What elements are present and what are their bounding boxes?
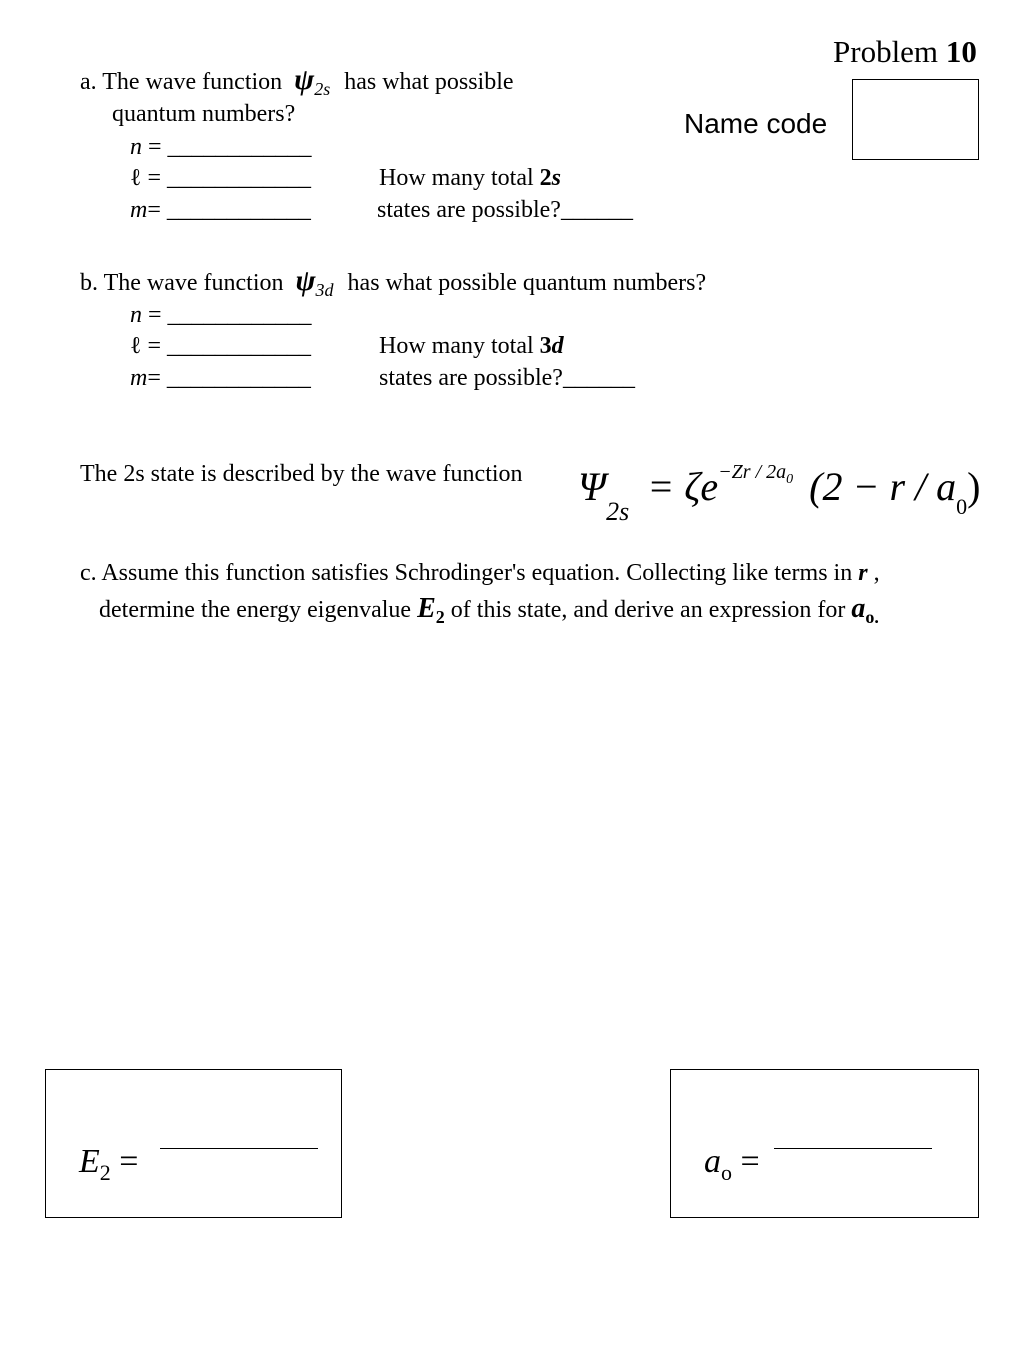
problem-number: 10	[945, 34, 977, 69]
part-a-m-field[interactable]: m= ____________	[130, 197, 311, 223]
zeta-e: = $\zeta e^{-Zr / 2a_0}$	[647, 461, 794, 509]
e2-answer-line[interactable]	[160, 1148, 318, 1149]
a0-label: $a_o$ =	[704, 1143, 760, 1185]
psi-2s-symbol: $\psi_{2s}$	[294, 63, 331, 99]
part-c-line2: determine the energy eigenvalue $E_2$ of this state, and derive an expression for $a_{o.}$	[99, 593, 879, 627]
part-a-how-many: How many total 2s	[379, 165, 561, 191]
e2-answer-box[interactable]	[45, 1069, 342, 1218]
part-b-l-field[interactable]: ℓ = ____________	[130, 333, 312, 359]
part-a-states-possible[interactable]: states are possible?______	[377, 197, 633, 223]
part-a-l-field[interactable]: ℓ = ____________	[130, 165, 312, 191]
wave-function-intro: The 2s state is described by the wave function	[80, 461, 523, 487]
wave-function-equation: $\Psi_{2s} = \zeta e^{-Zr / 2a_0}$ $(2 - r / a_0)$	[578, 461, 981, 526]
e2-label: $E_2$ =	[79, 1143, 139, 1185]
problem-title	[833, 34, 977, 70]
name-code-label: Name code	[684, 108, 828, 139]
part-a-n-field[interactable]: n = ____________	[130, 134, 312, 160]
part-b-how-many: How many total 3d	[379, 333, 564, 359]
part-c-line1: c. Assume this function satisfies Schrodinger's equation. Collecting like terms in r ,	[80, 560, 880, 586]
problem-label: Problem	[833, 34, 939, 69]
part-b-question: b. The wave function $\psi_{3d}$ has what possible quantum numbers?	[80, 264, 707, 300]
part-a-question-line2: quantum numbers?	[112, 101, 296, 127]
name-code-box[interactable]	[852, 79, 979, 160]
a0-answer-box[interactable]	[670, 1069, 979, 1218]
psi-3d-symbol: $\psi_{3d}$	[295, 264, 334, 300]
part-b-n-field[interactable]: n = ____________	[130, 302, 312, 328]
part-a-question: a. The wave function $\psi_{2s}$ has what possible	[80, 63, 514, 99]
part-b-states-possible[interactable]: states are possible?______	[379, 365, 635, 391]
a0-answer-line[interactable]	[774, 1148, 932, 1149]
part-b-m-field[interactable]: m= ____________	[130, 365, 311, 391]
